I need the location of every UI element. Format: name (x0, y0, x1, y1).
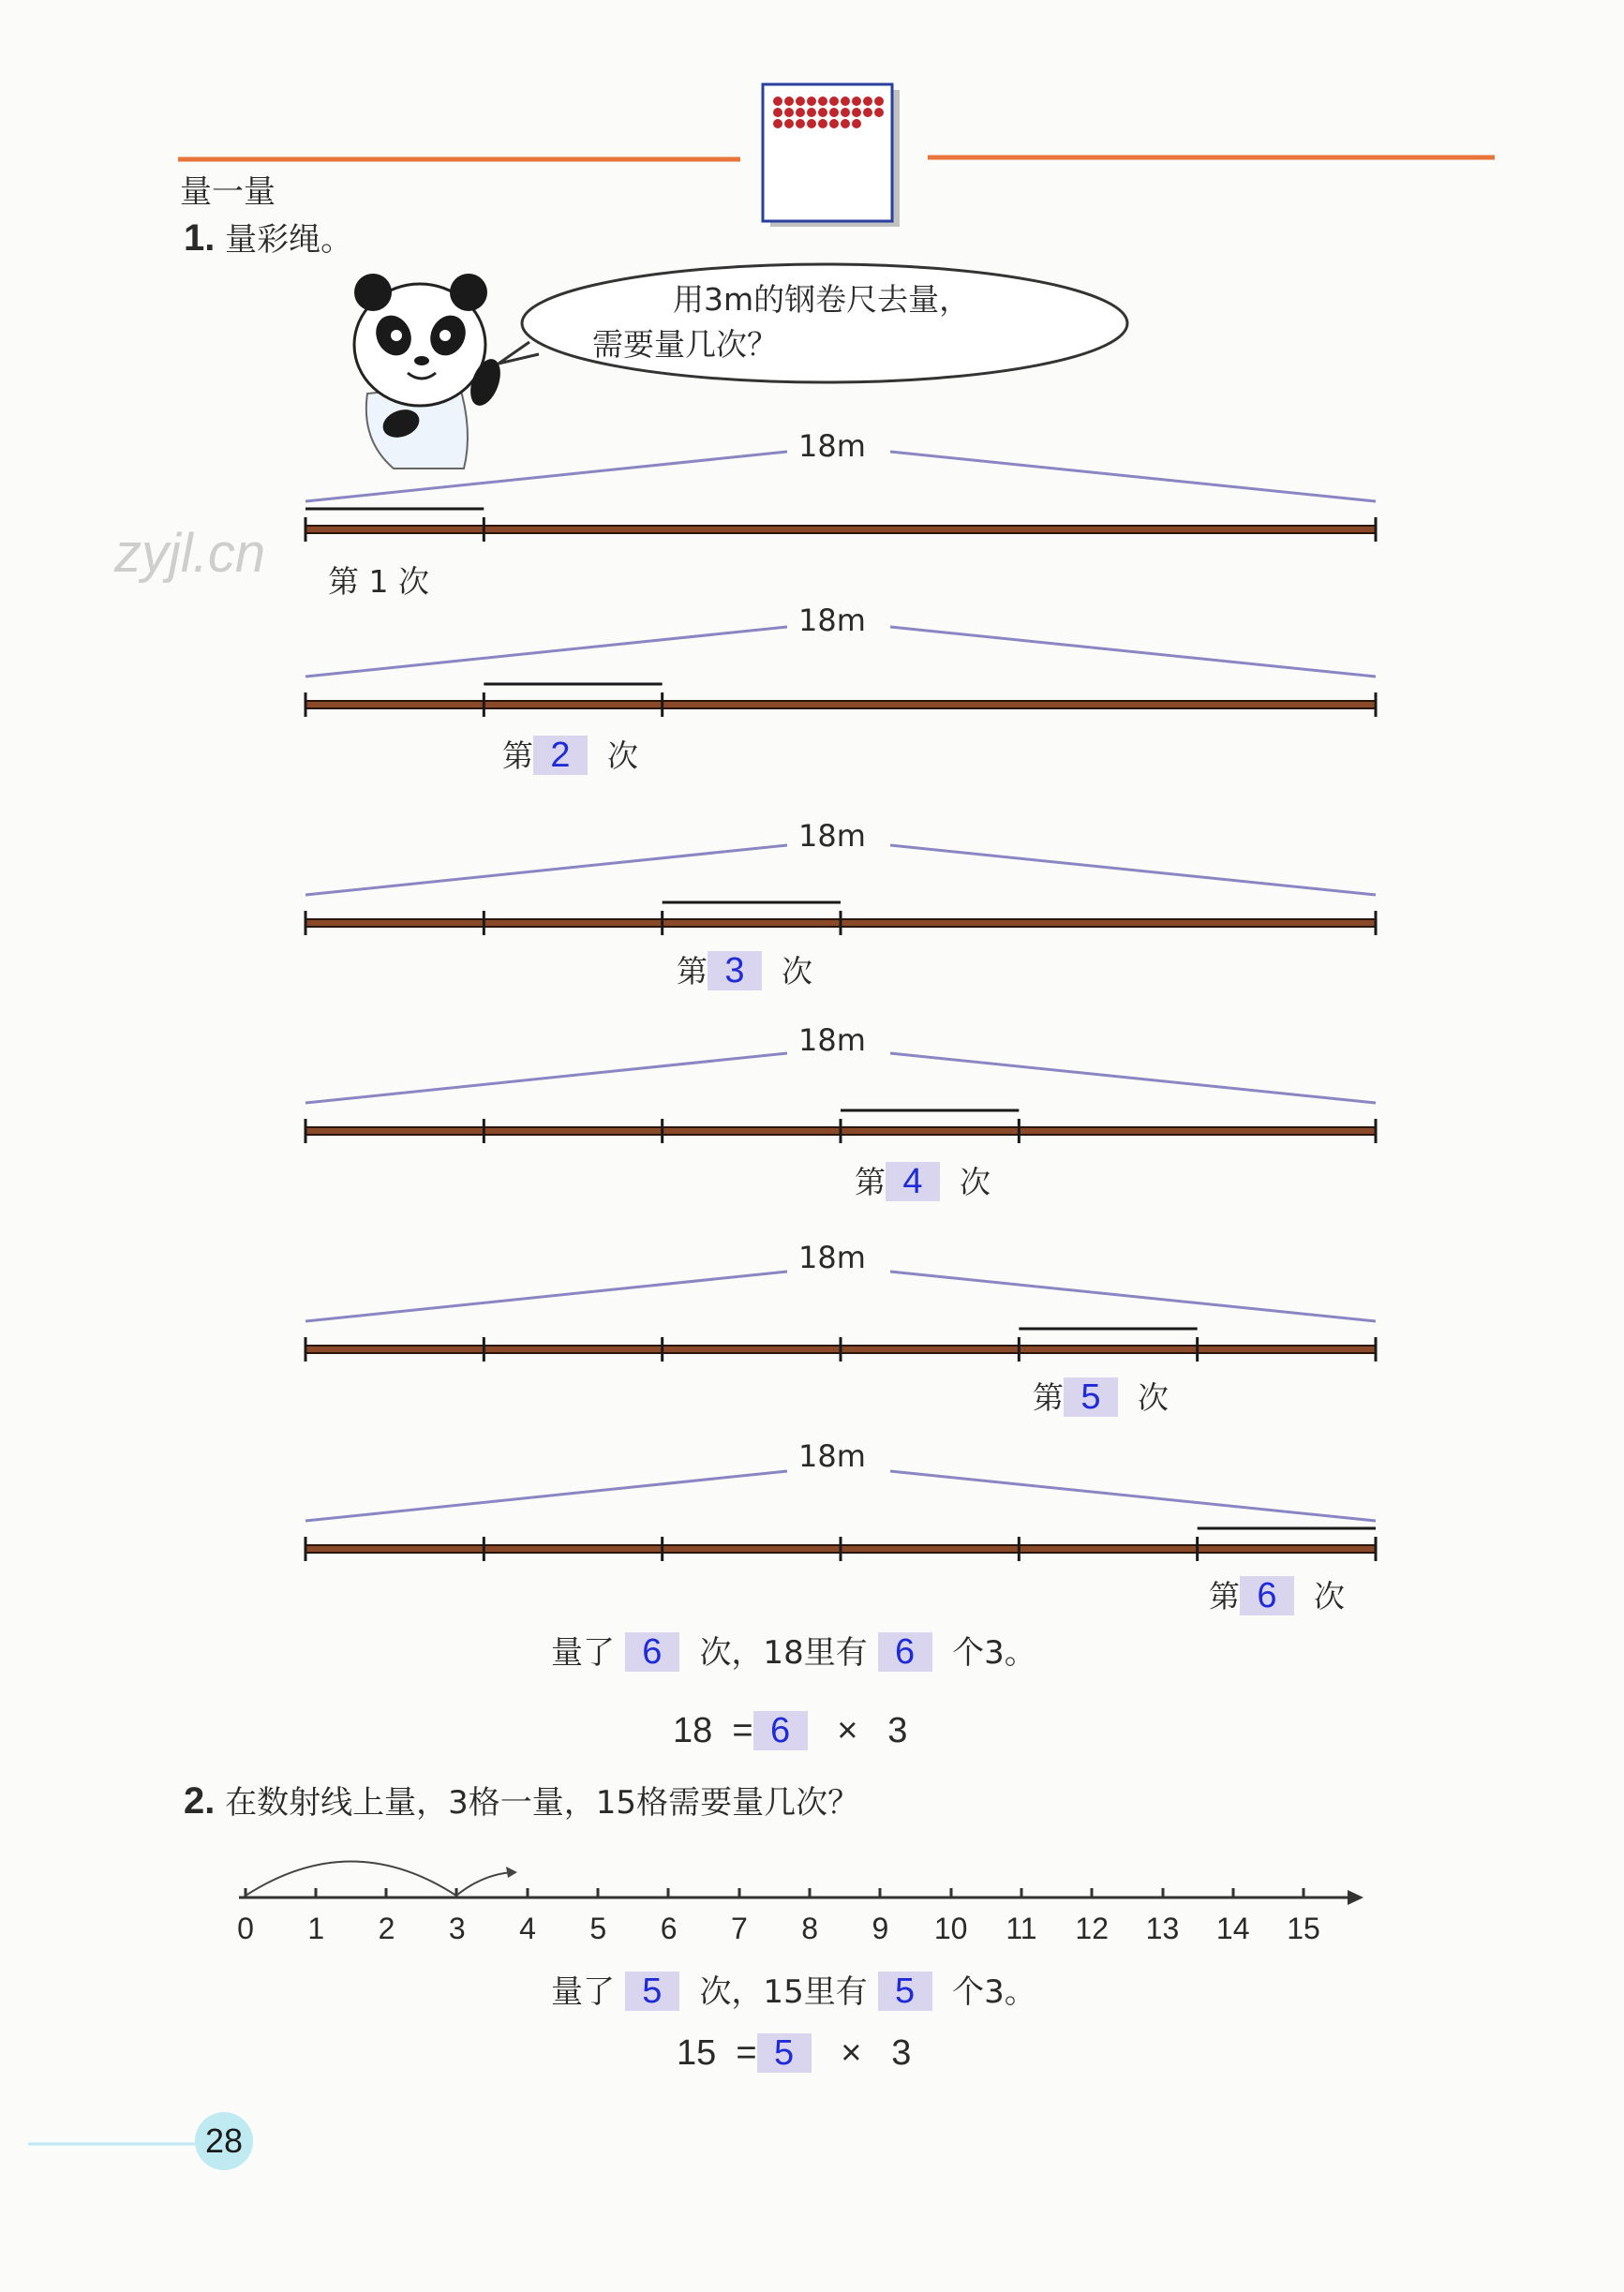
speech-line-2: 需要量几次？ (592, 326, 778, 363)
question-2-title: 在数射线上量，3格一量，15格需要量几次？ (225, 1784, 860, 1822)
answer-box-count[interactable]: 5 (625, 1972, 679, 2011)
tick-label: 6 (660, 1912, 678, 1945)
rope-length-label: 18m (789, 605, 875, 635)
section-title: 量一量 (180, 173, 276, 211)
question-2-equation: 15 = 5 × 3 (677, 2033, 912, 2073)
rope-length-label: 18m (789, 821, 875, 851)
question-2-number: 2. (184, 1780, 216, 1822)
tick-label: 10 (933, 1912, 968, 1945)
answer-box[interactable]: 2 (533, 736, 588, 775)
question-1-summary: 量了 6 次，18里有 6 个3。 (551, 1632, 1036, 1672)
question-1-title: 量彩绳。 (225, 221, 353, 259)
watermark: zyjl.cn (114, 523, 266, 584)
turn-label-3: 第 3 次 (677, 951, 812, 990)
tick-label: 1 (307, 1912, 325, 1945)
guide-line-left (305, 1471, 787, 1521)
guide-line-right (890, 845, 1376, 895)
tick-label: 0 (237, 1912, 254, 1945)
guide-line-right (890, 1471, 1376, 1521)
tick-label: 5 (589, 1912, 607, 1945)
answer-box-equation[interactable]: 5 (757, 2033, 812, 2073)
question-1-equation: 18 = 6 × 3 (673, 1711, 908, 1750)
guide-line-right (890, 1053, 1376, 1103)
answer-box-count[interactable]: 6 (625, 1632, 679, 1672)
tick-label: 15 (1287, 1912, 1320, 1945)
answer-box[interactable]: 6 (1240, 1576, 1294, 1615)
answer-box[interactable]: 5 (1064, 1377, 1118, 1417)
guide-line-left (305, 1053, 787, 1103)
tick-label: 3 (448, 1912, 466, 1945)
tick-label: 12 (1075, 1912, 1109, 1945)
tick-label: 11 (1006, 1912, 1037, 1945)
page-number: 28 (195, 2112, 253, 2170)
answer-box-equation[interactable]: 6 (753, 1711, 808, 1750)
answer-box-groups[interactable]: 5 (878, 1972, 932, 2011)
guide-line-left (305, 845, 787, 895)
rope-length-label: 18m (789, 1441, 875, 1471)
number-ray-labels (0, 1912, 1624, 1949)
answer-box[interactable]: 4 (886, 1162, 940, 1201)
tick-label: 2 (378, 1912, 395, 1945)
rope-length-label: 18m (789, 431, 875, 461)
question-1-number: 1. (184, 217, 216, 259)
guide-line-left (305, 452, 787, 501)
tick-label: 13 (1145, 1912, 1180, 1945)
rope-length-label: 18m (789, 1025, 875, 1055)
turn-label-2: 第 2 次 (502, 736, 638, 775)
rope-length-label: 18m (789, 1243, 875, 1273)
question-1-heading (184, 219, 352, 257)
tick-label: 14 (1215, 1912, 1250, 1945)
turn-label-1: 第 1 次 (328, 563, 429, 600)
tick-label: 8 (801, 1912, 819, 1945)
guide-line-left (305, 1272, 787, 1321)
tick-label: 4 (519, 1912, 536, 1945)
answer-box[interactable]: 3 (708, 951, 762, 990)
guide-line-left (305, 627, 787, 677)
guide-line-right (890, 1272, 1376, 1321)
guide-line-right (890, 627, 1376, 677)
tick-label: 7 (730, 1912, 748, 1945)
turn-label-4: 第 4 次 (855, 1162, 991, 1201)
guide-line-right (890, 452, 1376, 501)
tick-label: 9 (872, 1912, 889, 1945)
question-2-summary: 量了 5 次，15里有 5 个3。 (551, 1972, 1036, 2011)
question-2-heading (184, 1782, 859, 1820)
turn-label-5: 第 5 次 (1033, 1377, 1169, 1417)
speech-line-1: 用3m的钢卷尺去量， (673, 281, 971, 318)
answer-box-groups[interactable]: 6 (878, 1632, 932, 1672)
turn-label-6: 第 6 次 (1209, 1576, 1345, 1615)
